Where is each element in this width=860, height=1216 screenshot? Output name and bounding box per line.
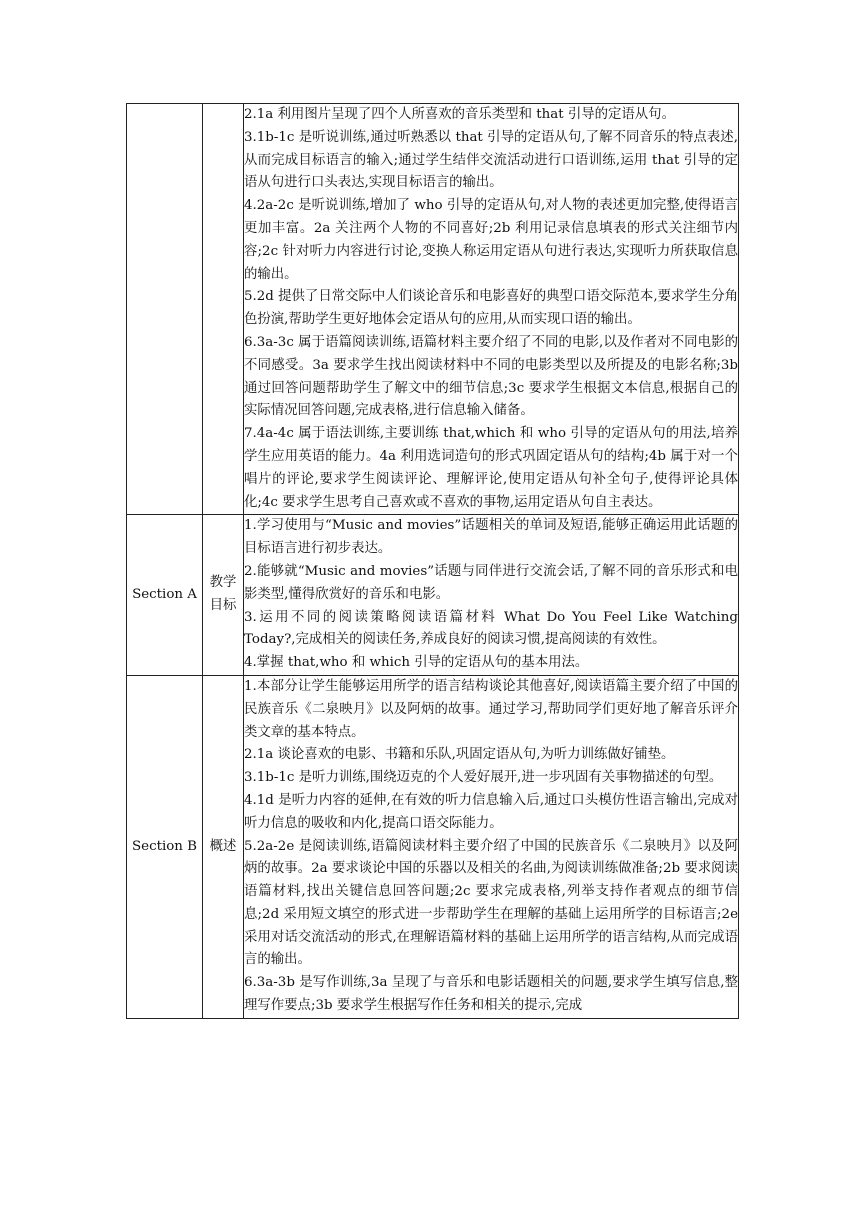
content-paragraph: 7.4a-4c 属于语法训练,主要训练 that,which 和 who 引导的定语从句的用法,培养学生应用英语的能力。4a 利用选词造句的形式巩固定语从句的结构;4b 属于对一个唱片的评论,要求学生阅读评论、理解评论,使用定语从句补全句子,使得评论具体化;4c 要求学生思考自己喜欢或不喜欢的事物,运用定语从句自主表达。 xyxy=(244,426,738,510)
lesson-plan-table xyxy=(126,103,739,1019)
content-cell xyxy=(244,515,739,676)
content-paragraph: 1.本部分让学生能够运用所学的语言结构谈论其他喜好,阅读语篇主要介绍了中国的民族音乐《二泉映月》以及阿炳的故事。通过学习,帮助同学们更好地了解音乐评介类文章的基本特点。 xyxy=(244,678,738,740)
content-paragraph: 5.2d 提供了日常交际中人们谈论音乐和电影喜好的典型口语交际范本,要求学生分角色扮演,帮助学生更好地体会定语从句的应用,从而实现口语的输出。 xyxy=(244,289,738,328)
content-paragraph: 2.1a 谈论喜欢的电影、书籍和乐队,巩固定语从句,为听力训练做好铺垫。 xyxy=(244,747,675,763)
table-row xyxy=(127,515,739,676)
content-paragraph: 4.1d 是听力内容的延伸,在有效的听力信息输入后,通过口头模仿性语言输出,完成对听力信息的吸收和内化,提高口语交际能力。 xyxy=(244,792,738,831)
section-cell: Section A xyxy=(127,515,203,676)
content-paragraph: 3.1b-1c 是听力训练,围绕迈克的个人爱好展开,进一步巩固有关事物描述的句型。 xyxy=(244,770,723,786)
content-paragraph: 4.2a-2c 是听说训练,增加了 who 引导的定语从句,对人物的表述更加完整,使得语言更加丰富。2a 关注两个人物的不同喜好;2b 利用记录信息填表的形式关注细节内容;2c 针对听力内容进行讨论,变换人称运用定语从句进行表达,实现听力所获取信息的输出。 xyxy=(244,198,738,282)
content-paragraph: 6.3a-3b 是写作训练,3a 呈现了与音乐和电影话题相关的问题,要求学生填写信息,整理写作要点;3b 要求学生根据写作任务和相关的提示,完成 xyxy=(244,975,738,1014)
content-paragraph: 4.掌握 that,who 和 which 引导的定语从句的基本用法。 xyxy=(244,655,589,671)
content-paragraph: 3.1b-1c 是听说训练,通过听熟悉以 that 引导的定语从句,了解不同音乐的特点表述,从而完成目标语言的输入;通过学生结伴交流活动进行口语训练,运用 that 引导的定语从句进行口头表达,实现目标语言的输出。 xyxy=(244,129,738,191)
section-cell xyxy=(127,104,203,515)
content-paragraph: 2.能够就“Music and movies”话题与同伴进行交流会话,了解不同的音乐形式和电影类型,懂得欣赏好的音乐和电影。 xyxy=(244,563,738,602)
content-cell xyxy=(244,104,739,515)
content-paragraph: 1.学习使用与“Music and movies”话题相关的单词及短语,能够正确运用此话题的目标语言进行初步表达。 xyxy=(244,518,738,557)
content-paragraph: 5.2a-2e 是阅读训练,语篇阅读材料主要介绍了中国的民族音乐《二泉映月》以及阿炳的故事。2a 要求谈论中国的乐器以及相关的名曲,为阅读训练做准备;2b 要求阅读语篇材料,找出关键信息回答问题;2c 要求完成表格,列举支持作者观点的细节信息;2d 采用短文填空的形式进一步帮助学生在理解的基础上运用所学的目标语言;2e 采用对话交流活动的形式,在理解语篇材料的基础上运用所学的语言结构,从而完成语言的输出。 xyxy=(244,838,738,968)
section-cell: Section B xyxy=(127,675,203,1018)
category-cell xyxy=(203,104,244,515)
content-paragraph: 6.3a-3c 属于语篇阅读训练,语篇材料主要介绍了不同的电影,以及作者对不同电影的不同感受。3a 要求学生找出阅读材料中不同的电影类型以及所提及的电影名称;3b 通过回答问题帮助学生了解文中的细节信息;3c 要求学生根据文本信息,根据自己的实际情况回答问题,完成表格,进行信息输入储备。 xyxy=(244,334,738,419)
category-cell: 教学目标 xyxy=(203,515,244,676)
category-cell: 概述 xyxy=(203,675,244,1018)
content-paragraph: 3.运用不同的阅读策略阅读语篇材料 What Do You Feel Like Watching Today?,完成相关的阅读任务,养成良好的阅读习惯,提高阅读的有效性。 xyxy=(244,609,738,648)
content-cell xyxy=(244,675,739,1018)
content-paragraph: 2.1a 利用图片呈现了四个人所喜欢的音乐类型和 that 引导的定语从句。 xyxy=(244,107,675,122)
table-row xyxy=(127,675,739,1018)
table-row xyxy=(127,104,739,515)
